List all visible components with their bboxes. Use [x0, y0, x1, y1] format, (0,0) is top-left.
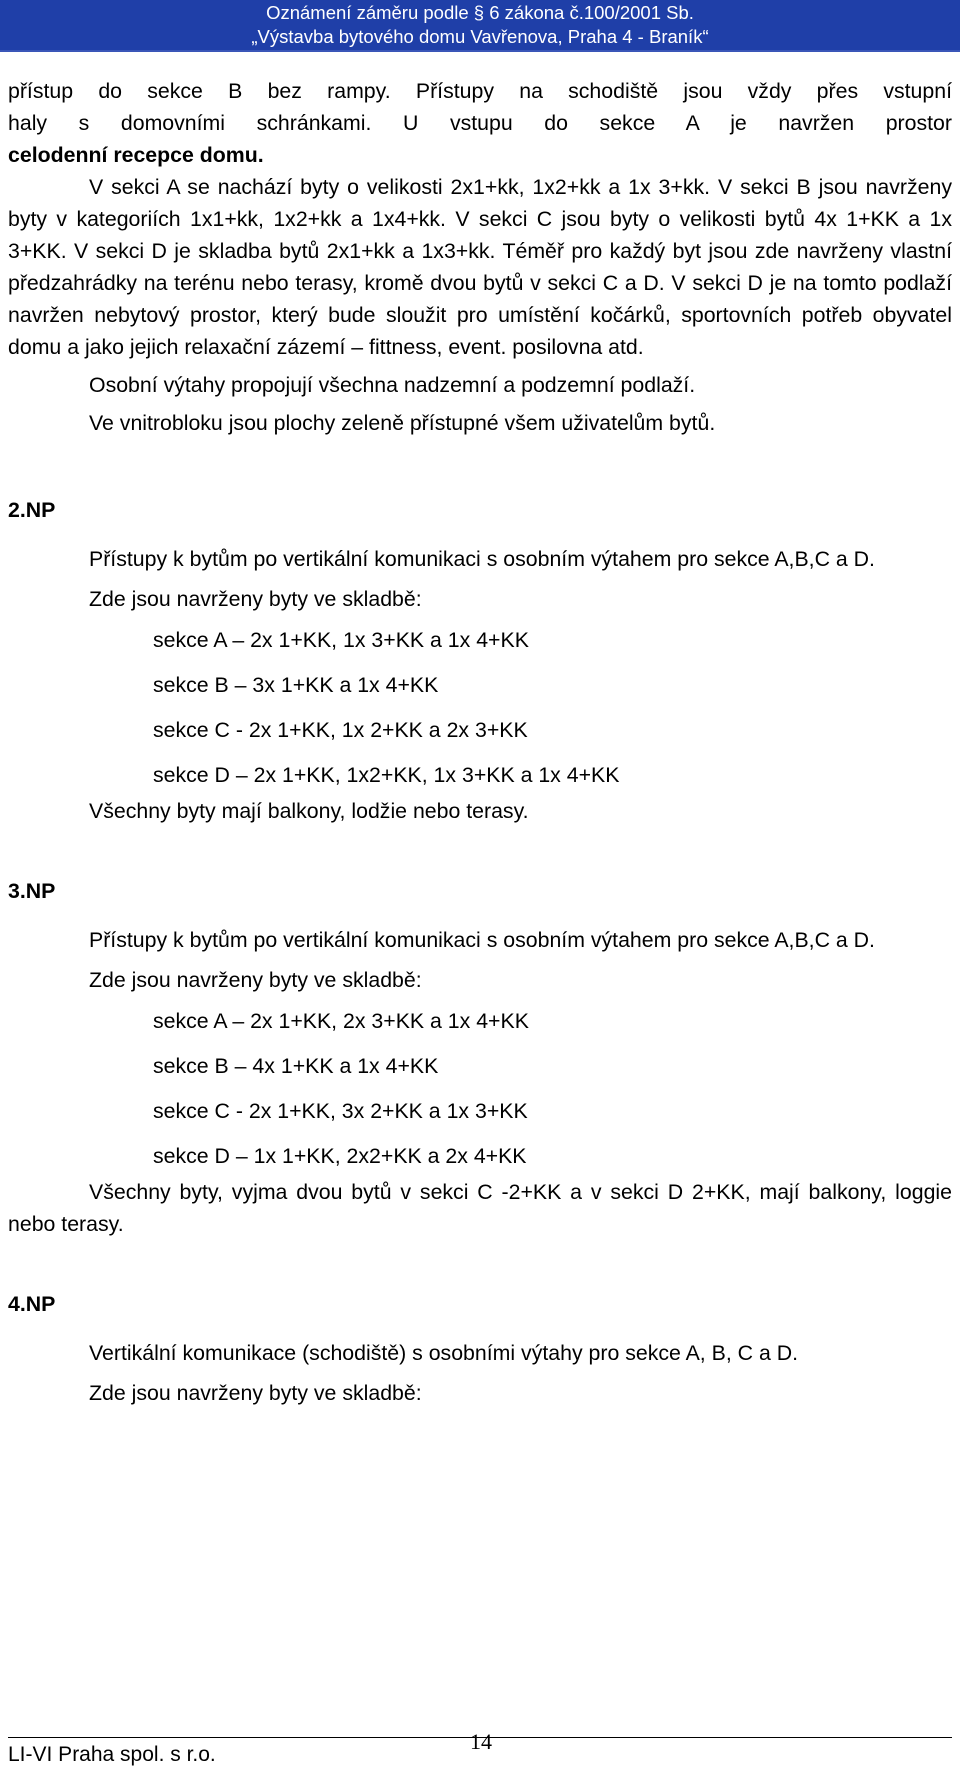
document-body	[8, 75, 952, 1409]
paragraph-line: přístup do sekce B bez rampy. Přístupy na schodiště jsou vždy přes vstupní	[8, 79, 952, 103]
paragraph-courtyard: Ve vnitrobloku jsou plochy zeleně přístupné všem uživatelům bytů.	[89, 411, 716, 435]
list-item: sekce A – 2x 1+KK, 1x 3+KK a 1x 4+KK	[153, 628, 529, 652]
section-heading-2np: 2.NP	[8, 498, 56, 522]
paragraph-sections: V sekci A se nachází byty o velikosti 2x1+kk, 1x2+kk a 1x 3+kk. V sekci B jsou navrženy byty v kategoriích 1x1+kk, 1x2+kk a 1x4+kk. V sekci C jsou byty o velikosti bytů 4x 1+KK a 1x 3+KK. V sekci D je skladba bytů 2x1+kk a 1x3+kk. Téměř pro každý byt jsou zde navrženy vlastní předzahrádky na terénu nebo terasy, kromě dvou bytů v sekci C a D. V sekci D je na tomto podlaží navržen nebytový prostor, který bude sloužit pro umístění kočárků, sportovních potřeb obyvatel domu a jako jejich relaxační zázemí – fittness, event. posilovna atd.	[8, 175, 952, 359]
unit-list	[8, 999, 952, 1179]
list-item: sekce B – 4x 1+KK a 1x 4+KK	[153, 1054, 439, 1078]
paragraph-line: haly s domovními schránkami. U vstupu do sekce A je navržen prostor	[8, 111, 952, 135]
header-divider	[0, 50, 960, 52]
footer-company: LI-VI Praha spol. s r.o.	[8, 1743, 216, 1766]
section-access-text: Přístupy k bytům po vertikální komunikaci s osobním výtahem pro sekce A,B,C a D.	[89, 547, 875, 571]
list-item: sekce C - 2x 1+KK, 3x 2+KK a 1x 3+KK	[153, 1099, 528, 1123]
section-note: Všechny byty mají balkony, lodžie nebo terasy.	[89, 799, 529, 823]
list-item: sekce D – 2x 1+KK, 1x2+KK, 1x 3+KK a 1x 4+KK	[153, 763, 620, 787]
section-heading-4np: 4.NP	[8, 1292, 56, 1316]
page-number: 14	[470, 1729, 492, 1754]
section-access-text: Vertikální komunikace (schodiště) s osobními výtahy pro sekce A, B, C a D.	[89, 1341, 799, 1365]
section-intro-text: Zde jsou navrženy byty ve skladbě:	[89, 587, 422, 611]
list-item: sekce D – 1x 1+KK, 2x2+KK a 2x 4+KK	[153, 1144, 527, 1168]
list-item: sekce C - 2x 1+KK, 1x 2+KK a 2x 3+KK	[153, 718, 528, 742]
list-item: sekce A – 2x 1+KK, 2x 3+KK a 1x 4+KK	[153, 1009, 529, 1033]
paragraph-bold-line: celodenní recepce domu.	[8, 143, 264, 167]
section-intro-text: Zde jsou navrženy byty ve skladbě:	[89, 968, 422, 992]
paragraph-elevators: Osobní výtahy propojují všechna nadzemní a podzemní podlaží.	[89, 373, 696, 397]
header-line-2: „Výstavba bytového domu Vavřenova, Praha 4 - Braník“	[251, 26, 709, 47]
unit-list	[8, 618, 952, 798]
section-access-text: Přístupy k bytům po vertikální komunikaci s osobním výtahem pro sekce A,B,C a D.	[89, 928, 875, 952]
header-line-1: Oznámení záměru podle § 6 zákona č.100/2001 Sb.	[266, 2, 694, 23]
list-item: sekce B – 3x 1+KK a 1x 4+KK	[153, 673, 439, 697]
page-header	[0, 0, 960, 50]
section-note: Všechny byty, vyjma dvou bytů v sekci C -2+KK a v sekci D 2+KK, mají balkony, loggie nebo terasy.	[8, 1180, 952, 1236]
section-intro-text: Zde jsou navrženy byty ve skladbě:	[89, 1381, 422, 1405]
section-heading-3np: 3.NP	[8, 879, 56, 903]
